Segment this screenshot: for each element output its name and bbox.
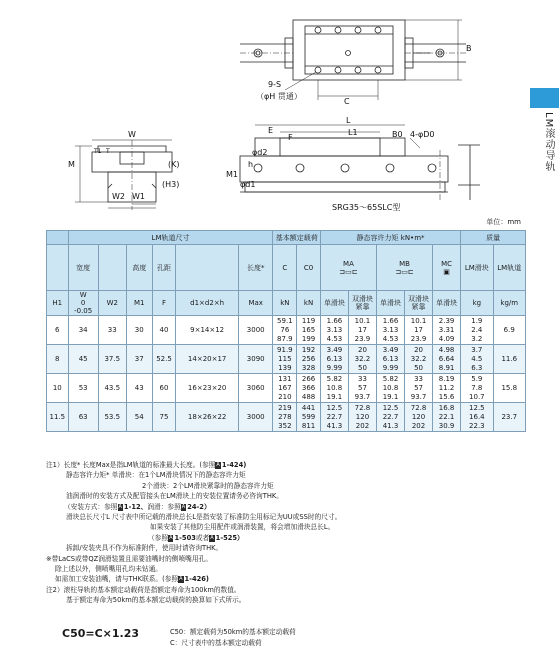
note-2a: 注2）滚柱导轨的基本额定动载荷是指额定寿命为100km的数值。 bbox=[46, 585, 241, 594]
mc-label: MC bbox=[441, 259, 453, 268]
cell-value: 23.9 bbox=[410, 334, 427, 343]
sub-single3: 单滑块 bbox=[433, 291, 461, 316]
cell-value: 3.7 bbox=[471, 345, 483, 354]
cell-value: 57 bbox=[358, 383, 367, 392]
cell-value: 50 bbox=[414, 363, 423, 372]
cell-value: 20 bbox=[358, 345, 367, 354]
mc-icon: ▣ bbox=[443, 267, 450, 276]
cell-value: 50 bbox=[358, 363, 367, 372]
th-hole-mid bbox=[176, 245, 239, 291]
th-lm-size: LM轨道尺寸 bbox=[68, 231, 273, 245]
cell-value: 12.5 bbox=[382, 403, 399, 412]
cell-h1: 11.5 bbox=[47, 403, 69, 432]
cell-value: 4.5 bbox=[471, 354, 483, 363]
cell-value: 6.13 bbox=[382, 354, 399, 363]
sub-h1: H1 bbox=[47, 291, 69, 316]
cell-value: 57 bbox=[414, 383, 423, 392]
sub-w bbox=[68, 291, 98, 316]
note-1k: 除上述以外，侧喷嘴用孔均未钻通。 bbox=[55, 565, 162, 574]
cell-c bbox=[273, 316, 297, 345]
table-row bbox=[47, 403, 526, 432]
cell-value: 20 bbox=[414, 345, 423, 354]
label-hole-sub: （φH 贯通） bbox=[256, 92, 302, 101]
cell-value: 33 bbox=[414, 374, 423, 383]
cell-rail: 15.8 bbox=[493, 374, 526, 403]
spec-body bbox=[47, 316, 526, 432]
th-length: 长度* bbox=[238, 245, 273, 291]
th-mass: 质量 bbox=[461, 231, 526, 245]
sub-double2: 双滑块紧靠 bbox=[405, 291, 433, 316]
sub-w-letter: W bbox=[79, 291, 87, 299]
cell-value: 10.8 bbox=[326, 383, 343, 392]
notes bbox=[46, 460, 516, 606]
cell-m1: 37 bbox=[126, 345, 152, 374]
th-h1-mid bbox=[47, 245, 69, 291]
ma-icon: ⊐▭⊏ bbox=[339, 267, 358, 276]
cell-w2: 43.5 bbox=[98, 374, 126, 403]
cell-mb2 bbox=[405, 345, 433, 374]
cell-mc bbox=[433, 374, 461, 403]
cell-value: 202 bbox=[411, 421, 426, 430]
th-h1-top bbox=[47, 231, 69, 245]
cell-w2: 53.5 bbox=[98, 403, 126, 432]
label-d1: φd1 bbox=[240, 180, 256, 189]
cell-value: 33 bbox=[358, 374, 367, 383]
cell-value: 192 bbox=[301, 345, 316, 354]
cell-value: 4.53 bbox=[326, 334, 343, 343]
label-d2: φd2 bbox=[252, 148, 268, 157]
cell-c bbox=[273, 403, 297, 432]
cell-value: 76 bbox=[280, 325, 290, 334]
cell-mb1 bbox=[376, 316, 404, 345]
sub-single1: 单滑块 bbox=[320, 291, 348, 316]
cell-value: 9.99 bbox=[382, 363, 399, 372]
cell-hole: 9×14×12 bbox=[176, 316, 239, 345]
formula-c50: C50：额定载荷为50km的基本额定动载荷 bbox=[170, 628, 296, 636]
cell-value: 10.7 bbox=[469, 392, 485, 401]
side-view-drawing bbox=[240, 125, 480, 200]
cell-value: 12.5 bbox=[326, 403, 343, 412]
cell-value: 22.3 bbox=[469, 421, 485, 430]
label-model: SRG35～65SLC型 bbox=[332, 203, 401, 212]
unit-label: 单位：mm bbox=[486, 218, 521, 226]
label-f: F bbox=[288, 133, 293, 142]
cell-value: 41.3 bbox=[326, 421, 343, 430]
mb-label: MB bbox=[399, 259, 410, 268]
cell-mc bbox=[433, 345, 461, 374]
label-b0: B0 bbox=[392, 130, 403, 139]
cell-mb1 bbox=[376, 345, 404, 374]
side-tab-band bbox=[530, 88, 559, 108]
label-h: h bbox=[248, 160, 254, 169]
label-l: L bbox=[346, 116, 351, 125]
label-m1: M1 bbox=[226, 170, 238, 179]
cell-value: 119 bbox=[301, 316, 316, 325]
cell-value: 3.49 bbox=[326, 345, 343, 354]
side-tab-label: LM滚动导轨 bbox=[543, 112, 554, 173]
note-1a: 注1）长度* 长度Max是指LM轨道的标准最大长度。(参照A 1-424) bbox=[46, 461, 247, 469]
cell-value: 352 bbox=[278, 421, 292, 430]
cell-value: 5.9 bbox=[471, 374, 483, 383]
th-static-moment: 静态容许力矩 kN•m* bbox=[320, 231, 460, 245]
formula-c: C：尺寸表中的基本额定动载荷 bbox=[170, 639, 262, 647]
cell-ma1 bbox=[320, 345, 348, 374]
note-1g: 如果安装了其他防尘用配件或润滑装置，将会增加滑块总长L。 bbox=[150, 523, 335, 532]
th-c: C bbox=[273, 245, 297, 291]
sub-f: F bbox=[152, 291, 176, 316]
cell-max: 3090 bbox=[238, 345, 273, 374]
cell-value: 4.98 bbox=[438, 345, 455, 354]
cell-value: 19.1 bbox=[382, 392, 399, 401]
cell-value: 441 bbox=[301, 403, 316, 412]
cell-value: 278 bbox=[278, 412, 292, 421]
cell-blk bbox=[461, 345, 493, 374]
cell-value: 3.31 bbox=[438, 325, 455, 334]
label-h3: (H3) bbox=[162, 180, 180, 189]
cell-value: 3.13 bbox=[382, 325, 399, 334]
note-1b: 静态容许力矩* 单滑块：在1个LM滑块情况下的静态容许力矩 bbox=[66, 471, 246, 480]
cell-m1: 43 bbox=[126, 374, 152, 403]
cell-m1: 54 bbox=[126, 403, 152, 432]
cell-mb2 bbox=[405, 403, 433, 432]
th-lm-rail: LM轨道 bbox=[493, 245, 526, 291]
th-lm-block: LM滑块 bbox=[461, 245, 493, 291]
cell-value: 93.7 bbox=[354, 392, 371, 401]
cell-max: 3060 bbox=[238, 374, 273, 403]
cell-value: 5.82 bbox=[382, 374, 399, 383]
cell-value: 10.1 bbox=[354, 316, 371, 325]
technical-drawings bbox=[0, 0, 530, 230]
cell-value: 366 bbox=[301, 383, 316, 392]
note-1e: （安装方式：参照A 1-12、润滑：参照A 24-2） bbox=[64, 502, 211, 511]
cell-value: 72.8 bbox=[354, 403, 371, 412]
table-row bbox=[47, 374, 526, 403]
cell-value: 32.2 bbox=[354, 354, 371, 363]
cell-value: 6.3 bbox=[471, 363, 483, 372]
drawing-svg bbox=[0, 0, 530, 230]
cell-ma2 bbox=[348, 403, 376, 432]
sub-kgm: kg/m bbox=[493, 291, 526, 316]
th-mb bbox=[376, 245, 432, 291]
cell-blk bbox=[461, 374, 493, 403]
th-c0: C0 bbox=[297, 245, 321, 291]
th-basic-load: 基本额定载荷 bbox=[273, 231, 320, 245]
cell-ma1 bbox=[320, 403, 348, 432]
cell-value: 32.2 bbox=[410, 354, 427, 363]
note-1c: 2个滑块：2个LM滑块紧靠时的静态容许力矩 bbox=[142, 481, 274, 490]
cell-hole: 14×20×17 bbox=[176, 345, 239, 374]
cell-value: 256 bbox=[301, 354, 316, 363]
cell-h1: 8 bbox=[47, 345, 69, 374]
cell-value: 4.09 bbox=[438, 334, 455, 343]
label-c: C bbox=[344, 97, 350, 106]
cell-value: 488 bbox=[301, 392, 316, 401]
note-1i: 拆卸/安装夹具不作为标准附件，使用时请咨询THK。 bbox=[66, 544, 223, 553]
sub-w-tol0: 0 bbox=[80, 299, 86, 307]
cell-f: 52.5 bbox=[152, 345, 176, 374]
cell-mb2 bbox=[405, 316, 433, 345]
table-row bbox=[47, 345, 526, 374]
cell-value: 17 bbox=[414, 325, 423, 334]
side-tab bbox=[530, 0, 559, 655]
cell-mb2 bbox=[405, 374, 433, 403]
cell-value: 5.82 bbox=[326, 374, 343, 383]
cell-value: 120 bbox=[355, 412, 370, 421]
cell-value: 328 bbox=[301, 363, 316, 372]
cell-value: 1.9 bbox=[471, 316, 483, 325]
th-width: 宽度 bbox=[68, 245, 98, 291]
cell-value: 22.7 bbox=[326, 412, 343, 421]
cell-value: 22.1 bbox=[438, 412, 455, 421]
th-pitch: 孔距 bbox=[152, 245, 176, 291]
sub-kn1: kN bbox=[273, 291, 297, 316]
cell-value: 2.39 bbox=[438, 316, 455, 325]
cell-value: 22.7 bbox=[382, 412, 399, 421]
cell-hole: 18×26×22 bbox=[176, 403, 239, 432]
label-w1: W1 bbox=[132, 192, 145, 201]
cell-value: 10.1 bbox=[410, 316, 427, 325]
label-l1: L1 bbox=[348, 128, 358, 137]
label-m: M bbox=[68, 160, 75, 169]
cell-c0 bbox=[297, 374, 321, 403]
ma-label: MA bbox=[343, 259, 354, 268]
cell-rail: 23.7 bbox=[493, 403, 526, 432]
cell-value: 87.9 bbox=[277, 334, 293, 343]
cell-blk bbox=[461, 316, 493, 345]
cell-c0 bbox=[297, 316, 321, 345]
cell-value: 115 bbox=[278, 354, 292, 363]
cell-h1: 10 bbox=[47, 374, 69, 403]
spec-table bbox=[46, 230, 526, 432]
label-b: B bbox=[466, 44, 472, 53]
cell-value: 11.2 bbox=[438, 383, 455, 392]
cell-value: 59.1 bbox=[277, 316, 293, 325]
cell-ma1 bbox=[320, 316, 348, 345]
cell-value: 167 bbox=[278, 383, 292, 392]
cell-value: 15.6 bbox=[438, 392, 455, 401]
cell-max: 3000 bbox=[238, 316, 273, 345]
sub-m1: M1 bbox=[126, 291, 152, 316]
sub-w2: W2 bbox=[98, 291, 126, 316]
cell-value: 7.8 bbox=[471, 383, 483, 392]
mb-icon: ⊐▭⊏ bbox=[395, 267, 414, 276]
cell-value: 139 bbox=[278, 363, 292, 372]
cell-value: 8.91 bbox=[438, 363, 455, 372]
cell-rail: 11.6 bbox=[493, 345, 526, 374]
cell-rail: 6.9 bbox=[493, 316, 526, 345]
cell-c0 bbox=[297, 345, 321, 374]
cell-m1: 30 bbox=[126, 316, 152, 345]
cell-w2: 33 bbox=[98, 316, 126, 345]
label-w2: W2 bbox=[112, 192, 125, 201]
label-w: W bbox=[128, 130, 136, 139]
cell-c bbox=[273, 345, 297, 374]
sub-kn2: kN bbox=[297, 291, 321, 316]
note-1j: ※带LaCS或带QZ润滑装置且需要油嘴时的侧喷嘴用孔。 bbox=[46, 554, 212, 563]
cell-w: 63 bbox=[68, 403, 98, 432]
cell-ma2 bbox=[348, 374, 376, 403]
cell-value: 30.9 bbox=[438, 421, 455, 430]
cell-f: 60 bbox=[152, 374, 176, 403]
cell-value: 266 bbox=[301, 374, 316, 383]
cell-value: 93.7 bbox=[410, 392, 427, 401]
cell-w2: 37.5 bbox=[98, 345, 126, 374]
cell-value: 3.13 bbox=[326, 325, 343, 334]
cell-value: 2.4 bbox=[471, 325, 483, 334]
cell-w: 45 bbox=[68, 345, 98, 374]
cell-value: 6.13 bbox=[326, 354, 343, 363]
note-1d: 油润滑时的安装方式及配管接头在LM滑块上的安装位置请务必咨询THK。 bbox=[66, 492, 283, 501]
cell-value: 3.49 bbox=[382, 345, 399, 354]
sub-hole: d1×d2×h bbox=[176, 291, 239, 316]
label-t1: T1 bbox=[94, 148, 102, 155]
cell-value: 811 bbox=[301, 421, 316, 430]
cell-ma2 bbox=[348, 345, 376, 374]
cell-hole: 16×23×20 bbox=[176, 374, 239, 403]
cell-blk bbox=[461, 403, 493, 432]
cell-value: 199 bbox=[301, 334, 316, 343]
cell-value: 120 bbox=[411, 412, 426, 421]
cell-f: 40 bbox=[152, 316, 176, 345]
cell-value: 202 bbox=[355, 421, 370, 430]
th-mc bbox=[433, 245, 461, 291]
formula: C50=C×1.23 bbox=[62, 627, 140, 640]
cell-value: 219 bbox=[278, 403, 292, 412]
cell-value: 4.53 bbox=[382, 334, 399, 343]
cell-value: 131 bbox=[278, 374, 292, 383]
cell-value: 72.8 bbox=[410, 403, 427, 412]
cell-mb1 bbox=[376, 374, 404, 403]
cell-mc bbox=[433, 403, 461, 432]
cell-value: 165 bbox=[301, 325, 316, 334]
th-w2-mid bbox=[98, 245, 126, 291]
cell-value: 91.9 bbox=[277, 345, 293, 354]
sub-single2: 单滑块 bbox=[376, 291, 404, 316]
cell-h1: 6 bbox=[47, 316, 69, 345]
cell-value: 41.3 bbox=[382, 421, 399, 430]
cell-value: 1.66 bbox=[326, 316, 343, 325]
label-d0: 4-φD0 bbox=[410, 130, 435, 139]
cell-c bbox=[273, 374, 297, 403]
th-height: 高度 bbox=[126, 245, 152, 291]
cell-value: 10.8 bbox=[382, 383, 399, 392]
cell-ma1 bbox=[320, 374, 348, 403]
cell-value: 16.4 bbox=[469, 412, 485, 421]
note-1h: （参照A 1-503或者A 1-525） bbox=[148, 533, 244, 542]
note-2b: 基于额定寿命为50km的基本额定动载荷的换算如下式所示。 bbox=[66, 596, 246, 605]
sub-max: Max bbox=[238, 291, 273, 316]
label-k: (K) bbox=[168, 160, 180, 169]
sub-w-tol: -0.05 bbox=[74, 307, 93, 315]
cell-w: 34 bbox=[68, 316, 98, 345]
label-e: E bbox=[268, 126, 274, 135]
note-1f: 滑块总长尺寸L 尺寸表中所记载的滑块总长L是指安装了标准防尘用标记为UU或SS时的尺寸。 bbox=[66, 513, 342, 522]
cell-value: 8.19 bbox=[438, 374, 455, 383]
cell-value: 19.1 bbox=[326, 392, 343, 401]
cell-ma2 bbox=[348, 316, 376, 345]
label-t: T bbox=[106, 148, 110, 155]
cell-w: 53 bbox=[68, 374, 98, 403]
sub-double1: 双滑块紧靠 bbox=[348, 291, 376, 316]
cell-value: 12.5 bbox=[469, 403, 485, 412]
note-1l: 如需加工安装油嘴，请与THK联系。(参照A 1-426) bbox=[55, 575, 209, 584]
cell-value: 599 bbox=[301, 412, 316, 421]
label-hole: 9-S bbox=[268, 80, 282, 89]
cell-value: 9.99 bbox=[326, 363, 343, 372]
sub-kg: kg bbox=[461, 291, 493, 316]
cell-value: 1.66 bbox=[382, 316, 399, 325]
cell-f: 75 bbox=[152, 403, 176, 432]
cell-value: 3.2 bbox=[471, 334, 483, 343]
table-row bbox=[47, 316, 526, 345]
cell-value: 210 bbox=[278, 392, 292, 401]
cell-c0 bbox=[297, 403, 321, 432]
cell-value: 16.8 bbox=[438, 403, 455, 412]
cell-value: 17 bbox=[358, 325, 367, 334]
cell-mb1 bbox=[376, 403, 404, 432]
cell-mc bbox=[433, 316, 461, 345]
cell-value: 23.9 bbox=[354, 334, 371, 343]
th-ma bbox=[320, 245, 376, 291]
cell-max: 3000 bbox=[238, 403, 273, 432]
cell-value: 6.64 bbox=[438, 354, 455, 363]
